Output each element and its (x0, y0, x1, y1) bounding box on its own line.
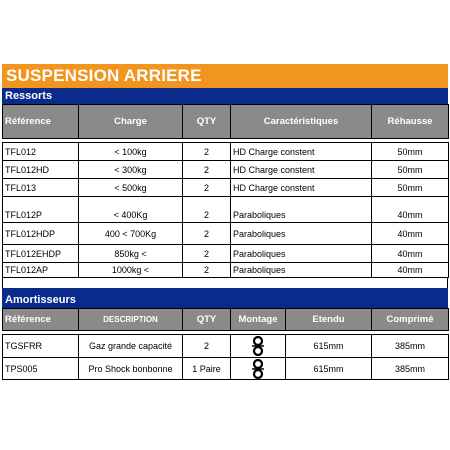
cell-etendu: 615mm (286, 335, 372, 358)
table-row (3, 143, 449, 161)
cell-qty: 2 (183, 263, 231, 278)
cell-rehausse: 50mm (372, 161, 449, 179)
cell-montage (231, 358, 286, 380)
cell-qty: 2 (183, 161, 231, 179)
header-reference: Référence (3, 309, 79, 331)
cell-carac: Paraboliques (231, 223, 372, 245)
suspension-sheet (2, 64, 448, 380)
table-row (3, 197, 449, 223)
header-etendu: Etendu (286, 309, 372, 331)
header-charge: Charge (79, 105, 183, 139)
cell-ref: TFL013 (3, 179, 79, 197)
cell-description: Pro Shock bonbonne (79, 358, 183, 380)
cell-qty: 2 (183, 245, 231, 263)
header-reference: Référence (3, 105, 79, 139)
cell-description: Gaz grande capacité (79, 335, 183, 358)
cell-qty: 2 (183, 335, 231, 358)
cell-rehausse: 40mm (372, 197, 449, 223)
cell-qty: 2 (183, 197, 231, 223)
cell-carac: Paraboliques (231, 197, 372, 223)
amortisseurs-table (2, 308, 449, 380)
cell-ref: TPS005 (3, 358, 79, 380)
header-description: DESCRIPTION (79, 309, 183, 331)
page-title: SUSPENSION ARRIERE (2, 64, 448, 88)
cell-charge: < 100kg (79, 143, 183, 161)
header-comprime: Comprimé (372, 309, 449, 331)
header-qty: QTY (183, 105, 231, 139)
cell-charge: < 400Kg (79, 197, 183, 223)
section-amortisseurs: Amortisseurs (2, 288, 448, 308)
header-caracteristiques: Caractéristiques (231, 105, 372, 139)
table-row (3, 263, 449, 278)
table-row (3, 223, 449, 245)
cell-carac: Paraboliques (231, 263, 372, 278)
cell-ref: TFL012HD (3, 161, 79, 179)
ressorts-header-row (3, 105, 449, 139)
cell-qty: 2 (183, 143, 231, 161)
cell-comprime: 385mm (372, 335, 449, 358)
cell-montage (231, 335, 286, 358)
cell-carac: Paraboliques (231, 245, 372, 263)
cell-rehausse: 50mm (372, 143, 449, 161)
ressorts-table (2, 104, 449, 278)
cell-ref: TGSFRR (3, 335, 79, 358)
double-eye-mount-icon (251, 359, 265, 379)
table-row (3, 335, 449, 358)
cell-carac: HD Charge constent (231, 161, 372, 179)
header-montage: Montage (231, 309, 286, 331)
cell-charge: 400 < 700Kg (79, 223, 183, 245)
cell-etendu: 615mm (286, 358, 372, 380)
cell-qty: 2 (183, 223, 231, 245)
cell-charge: 1000kg < (79, 263, 183, 278)
cell-comprime: 385mm (372, 358, 449, 380)
header-rehausse: Réhausse (372, 105, 449, 139)
cell-ref: TFL012EHDP (3, 245, 79, 263)
cell-charge: < 300kg (79, 161, 183, 179)
table-row (3, 245, 449, 263)
cell-ref: TFL012P (3, 197, 79, 223)
cell-rehausse: 50mm (372, 179, 449, 197)
cell-rehausse: 40mm (372, 223, 449, 245)
table-row (3, 161, 449, 179)
section-gap (2, 278, 448, 288)
cell-charge: < 500kg (79, 179, 183, 197)
cell-qty: 1 Paire (183, 358, 231, 380)
cell-carac: HD Charge constent (231, 143, 372, 161)
amortisseurs-header-row (3, 309, 449, 331)
table-row (3, 358, 449, 380)
cell-rehausse: 40mm (372, 263, 449, 278)
cell-ref: TFL012HDP (3, 223, 79, 245)
cell-qty: 2 (183, 179, 231, 197)
cell-rehausse: 40mm (372, 245, 449, 263)
cell-ref: TFL012AP (3, 263, 79, 278)
section-ressorts: Ressorts (2, 88, 448, 104)
header-qty: QTY (183, 309, 231, 331)
cell-ref: TFL012 (3, 143, 79, 161)
double-eye-mount-icon (251, 336, 265, 356)
cell-carac: HD Charge constent (231, 179, 372, 197)
cell-charge: 850kg < (79, 245, 183, 263)
table-row (3, 179, 449, 197)
